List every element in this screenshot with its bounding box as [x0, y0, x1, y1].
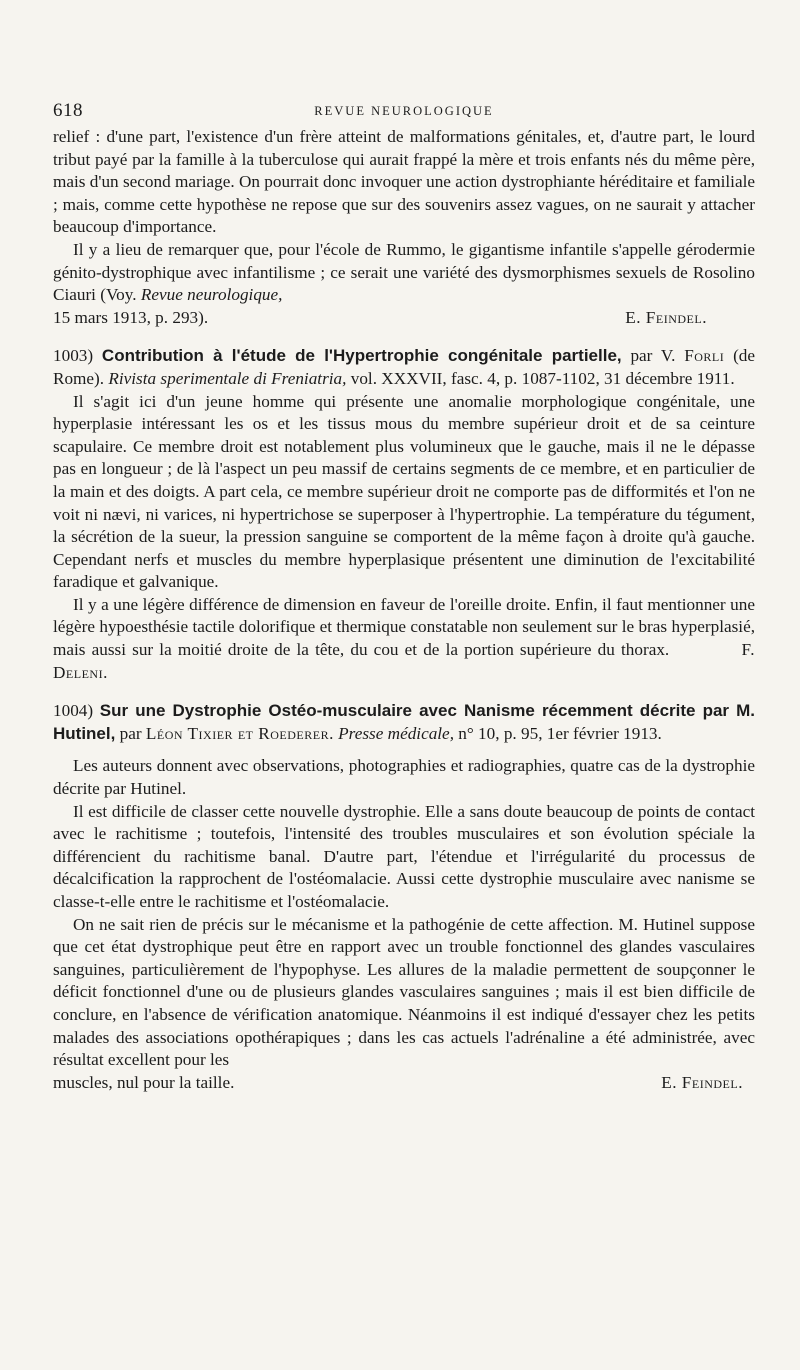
intro-paragraph-1: relief : d'une part, l'existence d'un frère atteint de malformations génitales, et, d'autre part, le lourd tribut payé par la famille à la tuberculose qui aurait frappé la mère et trois enfants nés du même père, mais d'un second mariage. On pourrait donc invoquer une action dystrophiante héréditaire et familiale ; mais, comme cette hypothèse ne repose que sur des souvenirs assez vagues, on ne saurait y attacher beaucoup d'importance. — [53, 127, 755, 237]
entry-1003-author-suffix: (de Rome). — [53, 346, 756, 388]
entry-1004-signature: E. Feindel. — [661, 1072, 743, 1092]
intro-p2-end: 15 mars 1913, p. 293). — [53, 307, 209, 327]
entry-1003-signature: F. Deleni. — [53, 640, 756, 682]
intro-signature: E. Feindel. — [625, 307, 707, 327]
entry-1003-paragraph-1: Il s'agit ici d'un jeune homme qui présente une anomalie morphologique congénitale, une hyperplasie intéressant les os et les tissus mous du membre supérieur droit et de sa ceinture scapulaire. Ce membre droit est notablement plus volumineux que le gauche, mais il ne le dépasse pas en longueur ; de là l'aspect un peu massif de certains segments de ce membre, et en particulier de la main et des doigts. A part cela, ce membre supérieur droit ne comporte pas de difformités et l'on ne voit ni nævi, ni varices, ni hypertrichose se superposer à l'hypertrophie. La température du tégument, la sécrétion de la sueur, la pression sanguine se comportent de la même façon à droite qu'à gauche. Cependant nerfs et muscles du membre hyperplasique présentent une diminution de l'excitabilité faradique et galvanique. — [53, 391, 755, 592]
entry-1003-heading — [53, 345, 755, 390]
entry-1004-title: Sur une Dystrophie Ostéo-musculaire avec Nanisme récemment décrite par M. Hutinel, — [53, 701, 756, 743]
page — [53, 100, 755, 1094]
entry-1004-authors: Léon Tixier et Roederer. — [145, 723, 334, 743]
entry-1003-journal: Rivista sperimentale di Freniatria, — [108, 368, 347, 388]
entry-1004-paragraph-2: Il est difficile de classer cette nouvelle dystrophie. Elle a sans doute beaucoup de points de contact avec le rachitisme ; toutefois, l'intensité des troubles musculaires et son évolution spéciale la différencient du rachitisme banal. D'autre part, l'étendue et l'irrégularité du processus de décalcification la rapprochent de l'ostéomalacie. Aussi cette dystrophie musculaire avec nanisme se classe-t-elle entre le rachitisme et l'ostéomalacie. — [53, 801, 755, 911]
entry-1004-journal: Presse médicale, — [338, 723, 454, 743]
entry-1003-citation: vol. XXXVII, fasc. 4, p. 1087-1102, 31 décembre 1911. — [350, 368, 735, 388]
entry-1004-last-line — [53, 1072, 755, 1095]
intro-section — [53, 126, 755, 329]
intro-last-line — [53, 307, 755, 330]
entry-1004 — [53, 700, 755, 1094]
entry-1003-p2-text: Il y a une légère différence de dimension en faveur de l'oreille droite. Enfin, il faut mentionner une légère hypoesthésie tactile dolorifique et thermique constatable non seulement sur le bras hyperplasié, mais aussi sur la moitié droite de la tête, du cou et de la portion supérieure du thorax. — [53, 594, 755, 660]
entry-1004-p3-end: muscles, nul pour la taille. — [53, 1072, 235, 1092]
entry-1004-citation: n° 10, p. 95, 1er février 1913. — [458, 723, 662, 743]
entry-1004-heading — [53, 700, 755, 745]
entry-1003-number: 1003) — [53, 346, 94, 366]
entry-1003-author-prefix: par V. — [630, 346, 676, 366]
intro-p2-text: Il y a lieu de remarquer que, pour l'école de Rummo, le gigantisme infantile s'appelle gérodermie génito-dystrophique avec infantilisme ; ce serait une variété des dysmorphismes sexuels de Rosolino Ciauri (Voy. — [53, 239, 755, 305]
entry-1004-paragraph-3: On ne sait rien de précis sur le mécanisme et la pathogénie de cette affection. M. Hutinel suppose que cet état dystrophique peut être en rapport avec un trouble fonctionnel des glandes vasculaires sanguines, particulièrement de l'hypophyse. Les allures de la maladie permettent de soupçonner le déficit fonctionnel d'une ou de plusieurs glandes vasculaires sanguines ; mais il est bien difficile de conclure, en l'absence de vérification anatomique. Néanmoins il est indiqué d'essayer chez les petits malades des associations opothérapiques ; dans les cas actuels l'adrénaline a été administrée, avec résultat excellent pour les — [53, 914, 755, 1070]
entry-1004-number: 1004) — [53, 701, 94, 721]
entry-1003-paragraph-2 — [53, 594, 755, 684]
journal-title: REVUE NEUROLOGIQUE — [314, 104, 494, 118]
intro-p2-journal: Revue neurologique, — [140, 285, 283, 305]
intro-paragraph-2 — [53, 239, 755, 307]
entry-1004-paragraph-1: Les auteurs donnent avec observations, photographies et radiographies, quatre cas de la dystrophie décrite par Hutinel. — [53, 756, 755, 799]
entry-1003-author: Forli — [684, 346, 725, 366]
entry-1003 — [53, 345, 755, 684]
entry-1004-author-prefix: par — [119, 723, 142, 743]
page-number: 618 — [53, 100, 83, 121]
running-head — [53, 100, 755, 126]
entry-1003-title: Contribution à l'étude de l'Hypertrophie congénitale partielle, — [101, 346, 622, 366]
